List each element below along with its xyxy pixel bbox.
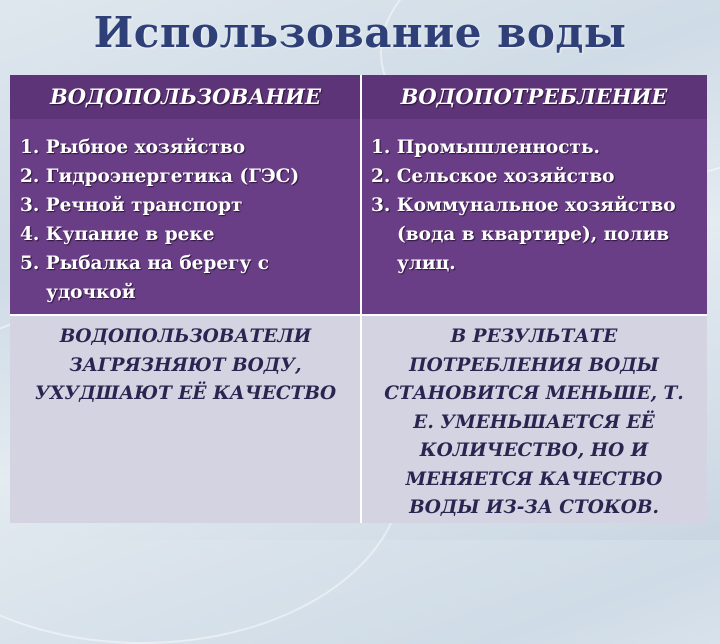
table-divider-vertical xyxy=(360,75,362,523)
conclusion-cell-left: ВОДОПОЛЬЗОВАТЕЛИ ЗАГРЯЗНЯЮТ ВОДУ, УХУДШАЮТ ЕЁ КАЧЕСТВО xyxy=(10,315,361,523)
header-cell-right: ВОДОПОТРЕБЛЕНИЕ xyxy=(361,75,707,119)
page-title: Использование воды xyxy=(93,8,627,57)
header-cell-left: ВОДОПОЛЬЗОВАНИЕ xyxy=(10,75,361,119)
list-item: 3. Коммунальное хозяйство (вода в квартире), полив улиц. xyxy=(371,195,676,274)
table-divider-horizontal xyxy=(10,314,707,316)
list-item: 3. Речной транспорт xyxy=(20,195,243,216)
list-item: 1. Промышленность. xyxy=(371,137,600,158)
list-item: 2. Сельское хозяйство xyxy=(371,166,615,187)
list-item: 4. Купание в реке xyxy=(20,224,215,245)
list-item: 5. Рыбалка на берегу с удочкой xyxy=(20,253,270,303)
list-cell-left xyxy=(10,119,361,315)
conclusion-cell-right: В РЕЗУЛЬТАТЕ ПОТРЕБЛЕНИЯ ВОДЫ СТАНОВИТСЯ МЕНЬШЕ, Т. Е. УМЕНЬШАЕТСЯ ЕЁ КОЛИЧЕСТВО, НО И МЕНЯЕТСЯ КАЧЕСТВО ВОДЫ ИЗ-ЗА СТОКОВ. xyxy=(361,315,707,523)
list-cell-right xyxy=(361,119,707,315)
list-item: 2. Гидроэнергетика (ГЭС) xyxy=(20,166,300,187)
water-usage-table xyxy=(10,75,707,523)
list-item: 1. Рыбное хозяйство xyxy=(20,137,246,158)
